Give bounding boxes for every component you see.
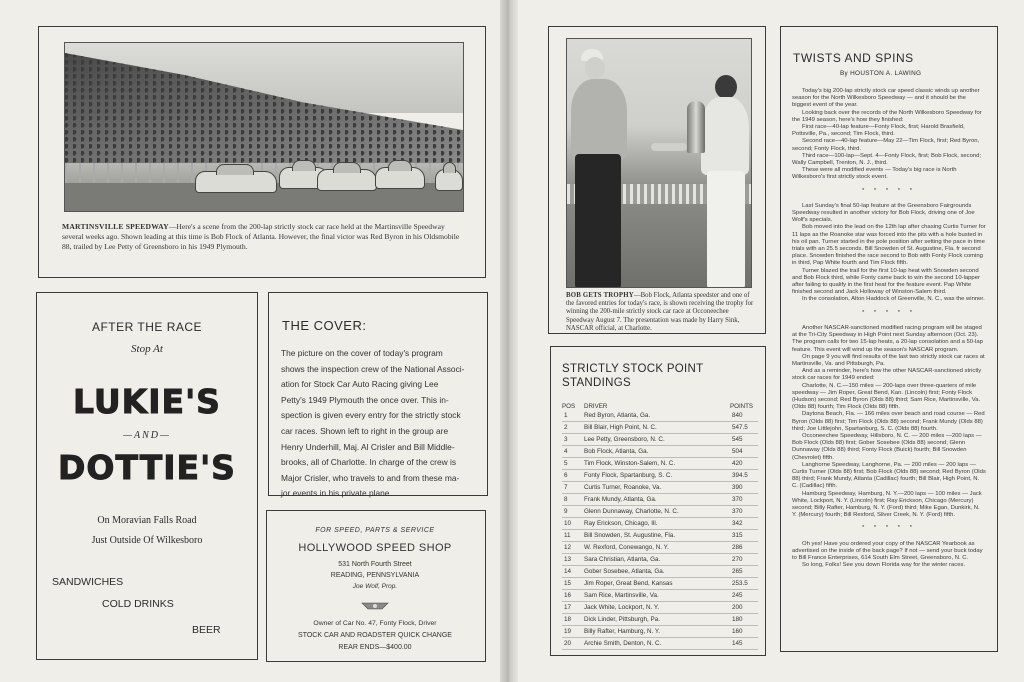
standings-pos-cell: 14 [564, 568, 572, 575]
standings-row [562, 470, 758, 482]
cover-line: jor events in his private plane. [281, 488, 392, 499]
trophy-photo [566, 38, 752, 288]
twists-divider: * * * * * [861, 309, 916, 316]
hollywood-rear-ends: REAR ENDS—$400.00 [338, 644, 412, 651]
standings-pos-cell: 12 [564, 544, 572, 551]
twists-paragraph: And as a reminder, here's how the other NASCAR-sanctioned strictly stock car races for 1949 ended: [792, 368, 982, 382]
standings-driver-cell: Fonty Flock, Spartanburg, S. C. [584, 472, 673, 479]
twists-title: TWISTS AND SPINS [793, 51, 914, 65]
twists-byline: By HOUSTON A. LAWING [840, 70, 922, 77]
martinsville-caption [62, 222, 466, 252]
twists-paragraph: Another NASCAR-sanctioned modified racing program will be staged at the Tri-City Speedway in High Point next Sunday afternoon (Oct. 23). The program calls for two 15-lap heats, a 20-lap consolation and a 50-lap feature. This event will wind up the season's NASCAR program. [792, 324, 983, 353]
twists-paragraph: Oh yes! Have you ordered your copy of the NASCAR Yearbook as advertised on the inside of the back page? If not — send your buck today to Bill France Enterprises, 614 South Elm Street, Greensboro, N. C. [792, 540, 983, 561]
standings-row [562, 590, 758, 602]
standings-title [562, 362, 703, 390]
standings-driver-cell: Frank Mundy, Atlanta, Ga. [584, 496, 657, 503]
twists-paragraph: Today's big 200-lap strictly stock car speed classic winds up another season for the North Wilkesboro Speedway — and it should be the biggest event of the year. [792, 88, 980, 109]
standings-driver-cell: Red Byron, Atlanta, Ga. [584, 412, 651, 419]
standings-points-cell: 200 [732, 604, 743, 611]
standings-pos-cell: 2 [564, 424, 568, 431]
standings-points-cell: 160 [732, 628, 743, 635]
twists-paragraph: Turner blazed the trail for the first 10-lap heat with Snowden second and Bob Flock third, while Fonty came back to win the second 10-lapper after failing to qualify in the first heat for the feature event. Pap White finished second and Jack Holloway of Winston-Salem third. [792, 267, 980, 296]
standings-points-cell: 840 [732, 412, 743, 419]
ad-name-dotties: DOTTIE'S [58, 448, 236, 487]
standings-points-cell: 145 [732, 640, 743, 647]
ad-address-road: On Moravian Falls Road [97, 515, 197, 526]
ad-name-lukies: LUKIE'S [73, 382, 221, 421]
hollywood-street: 531 North Fourth Street [338, 561, 412, 568]
trophy-caption-lead: BOB GETS TROPHY [566, 292, 634, 299]
standings-pos-cell: 5 [564, 460, 568, 467]
standings-points-cell: 504 [732, 448, 743, 455]
ad-address-town: Just Outside Of Wilkesboro [91, 535, 203, 546]
standings-pos-cell: 10 [564, 520, 572, 527]
standings-pos-cell: 11 [564, 532, 571, 539]
hollywood-tagline: FOR SPEED, PARTS & SERVICE [315, 527, 435, 534]
standings-driver-cell: Dick Linder, Pittsburgh, Pa. [584, 616, 660, 623]
standings-pos-cell: 13 [564, 556, 572, 563]
twists-paragraph: In the consolation, Alton Haddock of Greenville, N. C., was the winner. [802, 296, 985, 303]
standings-driver-cell: Lee Petty, Greensboro, N. C. [584, 436, 665, 443]
standings-pos-cell: 3 [564, 436, 568, 443]
standings-driver-cell: Jack White, Lockport, N. Y. [584, 604, 660, 611]
trophy-caption-text: —Bob Flock, Atlanta speedster and one of the favored entries for today's race, is shown receiving the trophy for winning the 200-mile strictly stock car race at Occoneechee Speedway August 7. The presentation was made by Harry Sink, NASCAR official, at Charlotte. [566, 292, 754, 332]
standings-row [562, 446, 758, 458]
twists-paragraph: So long, Folks! See you down Florida way for the winter races. [802, 562, 966, 569]
twists-divider: * * * * * [861, 525, 916, 532]
ad-line-after-race: AFTER THE RACE [91, 320, 203, 334]
hollywood-owner: Owner of Car No. 47, Fonty Flock, Driver [313, 620, 437, 627]
standings-row [562, 434, 758, 446]
twists-column [792, 88, 986, 569]
standings-row [562, 530, 758, 542]
standings-driver-cell: W. Rexford, Conewango, N. Y. [584, 544, 669, 551]
twists-section-3 [792, 325, 986, 519]
standings-row [562, 518, 758, 530]
standings-row [562, 422, 758, 434]
twists-paragraph: First race—40-lap feature—Fonty Flock, first; Harold Brasfield, Pottsville, Pa., second; Tim Flock, third. [792, 124, 965, 138]
hollywood-city: READING, PENNSYLVANIA [330, 572, 420, 579]
standings-pos-cell: 4 [564, 448, 568, 455]
twists-paragraph: Charlotte, N. C.—150 miles — 200-laps over three-quarters of mile speedway — Jim Roper, Great Bend, Kan. (Lincoln) first; Fonty Flock (Hudson) second; Red Byron (Olds 88) third; Sam Rice, Martinsville, Va. (Olds 88) fourth; Tim Flock (Olds 88) fifth. [792, 382, 981, 411]
standings-pos-cell: 9 [564, 508, 568, 515]
cover-title: THE COVER: [282, 318, 367, 333]
standings-driver-cell: Billy Rafter, Hamburg, N. Y. [584, 628, 661, 635]
cover-line: brooks, all of Charlotte. In charge of the crew is [281, 457, 457, 468]
standings-driver-cell: Curtis Turner, Roanoke, Va. [584, 484, 662, 491]
standings-header-points: POINTS [730, 403, 754, 410]
standings-row [562, 542, 758, 554]
cover-line: Petty's 1949 Plymouth the once over. This in- [281, 394, 449, 405]
cover-line: Major Crisler, who travels to and from these ma- [281, 472, 460, 483]
standings-row [562, 566, 758, 578]
twists-divider: * * * * * [861, 187, 916, 194]
standings-driver-cell: Sara Christian, Atlanta, Ga. [584, 556, 661, 563]
standings-pos-cell: 18 [564, 616, 572, 623]
standings-row [562, 554, 758, 566]
standings-driver-cell: Bob Flock, Atlanta, Ga. [584, 448, 649, 455]
standings-pos-cell: 8 [564, 496, 568, 503]
twists-paragraph: Second race—40-lap feature—May 22—Tim Flock, first; Red Byron, second; Fonty Flock, third. [792, 138, 980, 152]
twists-paragraph: Langhorne Speedway, Langhorne, Pa. — 200 miles — 200 laps — Curtis Turner (Olds 88) first; Bob Flock (Olds 88) second; Red Byron (Olds 88) third; Frank Mundy, Atlanta (Cadillac) fourth; Bill Blair, High Point, N. C. (Cadillac) fifth. [792, 461, 986, 490]
twists-paragraph: Looking back over the records of the North Wilkesboro Speedway for the 1949 season, here's how they finished: [792, 109, 982, 123]
standings-driver-cell: Bill Snowden, St. Augustine, Fla. [584, 532, 676, 539]
standings-driver-cell: Jim Roper, Great Bend, Kansas [584, 580, 673, 587]
ad-item-sandwiches: SANDWICHES [52, 576, 124, 588]
standings-row [562, 602, 758, 614]
standings-row [562, 458, 758, 470]
standings-pos-cell: 15 [564, 580, 572, 587]
twists-paragraph: Last Sunday's final 50-lap feature at the Greensboro Fairgrounds Speedway resulted in another victory for Bob Flock, driving one of Joe Wolf's specials. [792, 202, 975, 224]
twists-paragraph: Third race—100-lap—Sept. 4—Fonty Flock, first; Bob Flock, second; Wally Campbell, Trenton, N. J., third. [792, 152, 982, 167]
ad-line-stop-at: Stop At [131, 343, 163, 355]
twists-paragraph: These were all modified events — Today's big race is North Wilkesboro's first strictly stock event. [792, 167, 957, 181]
standings-points-cell: 270 [732, 556, 743, 563]
standings-row [562, 482, 758, 494]
standings-points-cell: 253.5 [732, 580, 748, 587]
standings-points-cell: 545 [732, 436, 743, 443]
cover-body [281, 346, 481, 502]
trophy-icon [687, 101, 705, 153]
standings-points-cell: 286 [732, 544, 743, 551]
standings-row [562, 506, 758, 518]
standings-pos-cell: 20 [564, 640, 572, 647]
standings-driver-cell: Glenn Dunnaway, Charlotte, N. C. [584, 508, 679, 515]
cover-line: ation for Stock Car Auto Racing giving Lee [281, 379, 439, 390]
standings-driver-cell: Sam Rice, Martinsville, Va. [584, 592, 659, 599]
standings-pos-cell: 1 [564, 412, 568, 419]
hollywood-quick-change: STOCK CAR AND ROADSTER QUICK CHANGE [298, 632, 452, 639]
twists-paragraph: Hamburg Speedway, Hamburg, N. Y.—200 laps — 100 miles — Jack White, Lockport, N. Y. (Lincoln) first; Ray Erickson, Chicago (Mercury) second; Billy Rafter, Hamburg, N. Y. (Ford) third; Mike Egan, Dunkirk, N. Y. (Mercury) fourth; Bill Rexford, Silver Creek, N. Y. (Ford) fifth. [792, 490, 982, 519]
twists-section-4 [792, 541, 986, 570]
standings-pos-cell: 6 [564, 472, 568, 479]
ad-and: —AND— [123, 430, 171, 441]
standings-row [562, 494, 758, 506]
standings-row [562, 410, 758, 422]
martinsville-caption-lead: MARTINSVILLE SPEEDWAY [62, 222, 169, 231]
martinsville-caption-text: —Here's a scene from the 200-lap strictly stock car race held at the Martinsville Speedway several weeks ago. Shown leading at this time is Bob Flock of Atlanta. However, the final victor was Red Byron in his Oldsmobile 88, trailed by Lee Petty of Greensboro in his 1949 Plymouth. [62, 222, 460, 251]
page-gutter [500, 0, 518, 682]
hollywood-prop: Joe Wolf, Prop. [352, 583, 398, 590]
standings-row [562, 578, 758, 590]
standings-points-cell: 265 [732, 568, 743, 575]
standings-points-cell: 342 [732, 520, 743, 527]
standings-row [562, 626, 758, 638]
twists-paragraph: Daytona Beach, Fla. — 166 miles over beach and road course — Red Byron (Olds 88) first; Tim Flock (Olds 88) second; Frank Mundy (Olds 88) third; Joe Littlejohn, Spartanburg, S. C. (Olds 88) fourth. [792, 411, 985, 432]
trophy-emblem-icon [360, 598, 390, 608]
standings-points-cell: 180 [732, 616, 743, 623]
cover-line: The picture on the cover of today's program [281, 348, 443, 358]
ad-item-beer: BEER [192, 624, 221, 636]
cover-line: shows the inspection crew of the National Associ- [281, 363, 465, 374]
twists-section-1 [792, 88, 986, 182]
standings-driver-cell: Ray Erickson, Chicago, Ill. [584, 520, 658, 527]
standings-points-cell: 547.5 [732, 424, 748, 431]
standings-driver-cell: Tim Flock, Winston-Salem, N. C. [584, 460, 676, 467]
standings-points-cell: 370 [732, 496, 743, 503]
martinsville-photo [64, 42, 464, 212]
twists-paragraph: Occoneechee Speedway, Hillsboro, N. C. — 200 miles —200 laps — Bob Flock (Olds 88) first; Gober Sosebee (Olds 88) second; Glenn Dunnaway (Olds 88) third; Fonty Flock (Buick) fourth; Bill Snowden (Chevrolet) fifth. [792, 432, 982, 461]
standings-pos-cell: 7 [564, 484, 568, 491]
cover-line: Henry Underhill, Maj. Al Crisler and Bill Middle- [281, 441, 455, 452]
standings-points-cell: 315 [732, 532, 743, 539]
cover-line: car races. Shown left to right in the group are [281, 425, 449, 436]
standings-title-line1: STRICTLY STOCK POINT [562, 363, 704, 375]
standings-points-cell: 420 [732, 460, 743, 467]
twists-section-2 [792, 203, 986, 304]
standings-header-driver: DRIVER [584, 403, 608, 410]
standings-pos-cell: 16 [564, 592, 572, 599]
standings-row [562, 638, 758, 650]
ad-item-cold-drinks: COLD DRINKS [102, 598, 174, 610]
standings-points-cell: 394.5 [732, 472, 748, 479]
twists-paragraph: Bob moved into the lead on the 12th lap after chasing Curtis Turner for 11 laps as the Roanoke star was forced into the pits with a hole busted in his oil pan. Turner started in the pole position after setting the pace in time trials with an 25.5 seconds. Bill Snowden of St. Augustine, Fla. fr second place. Snowden finished the race second to Bob with Fonty Flock coming in third, Pap White fourth and Tim Flock fifth. [792, 224, 986, 267]
cover-line: spection is given every entry for the strictly stock [281, 410, 461, 421]
standings-title-line2: STANDINGS [562, 377, 631, 389]
standings-driver-cell: Gober Sosebee, Atlanta, Ga. [584, 568, 665, 575]
standings-driver-cell: Archie Smith, Denton, N. C. [584, 640, 662, 647]
standings-driver-cell: Bill Blair, High Point, N. C. [584, 424, 657, 431]
standings-pos-cell: 17 [564, 604, 572, 611]
standings-header-pos: POS [562, 403, 576, 410]
hollywood-name: HOLLYWOOD SPEED SHOP [298, 542, 452, 554]
standings-points-cell: 245 [732, 592, 743, 599]
standings-points-cell: 370 [732, 508, 743, 515]
twists-paragraph: On page 9 you will find results of the last two strictly stock car races at Martinsville, Va. and Pittsburgh, Pa. [792, 353, 985, 367]
trophy-caption [566, 292, 754, 333]
standings-row [562, 614, 758, 626]
standings-points-cell: 390 [732, 484, 743, 491]
standings-pos-cell: 19 [564, 628, 572, 635]
